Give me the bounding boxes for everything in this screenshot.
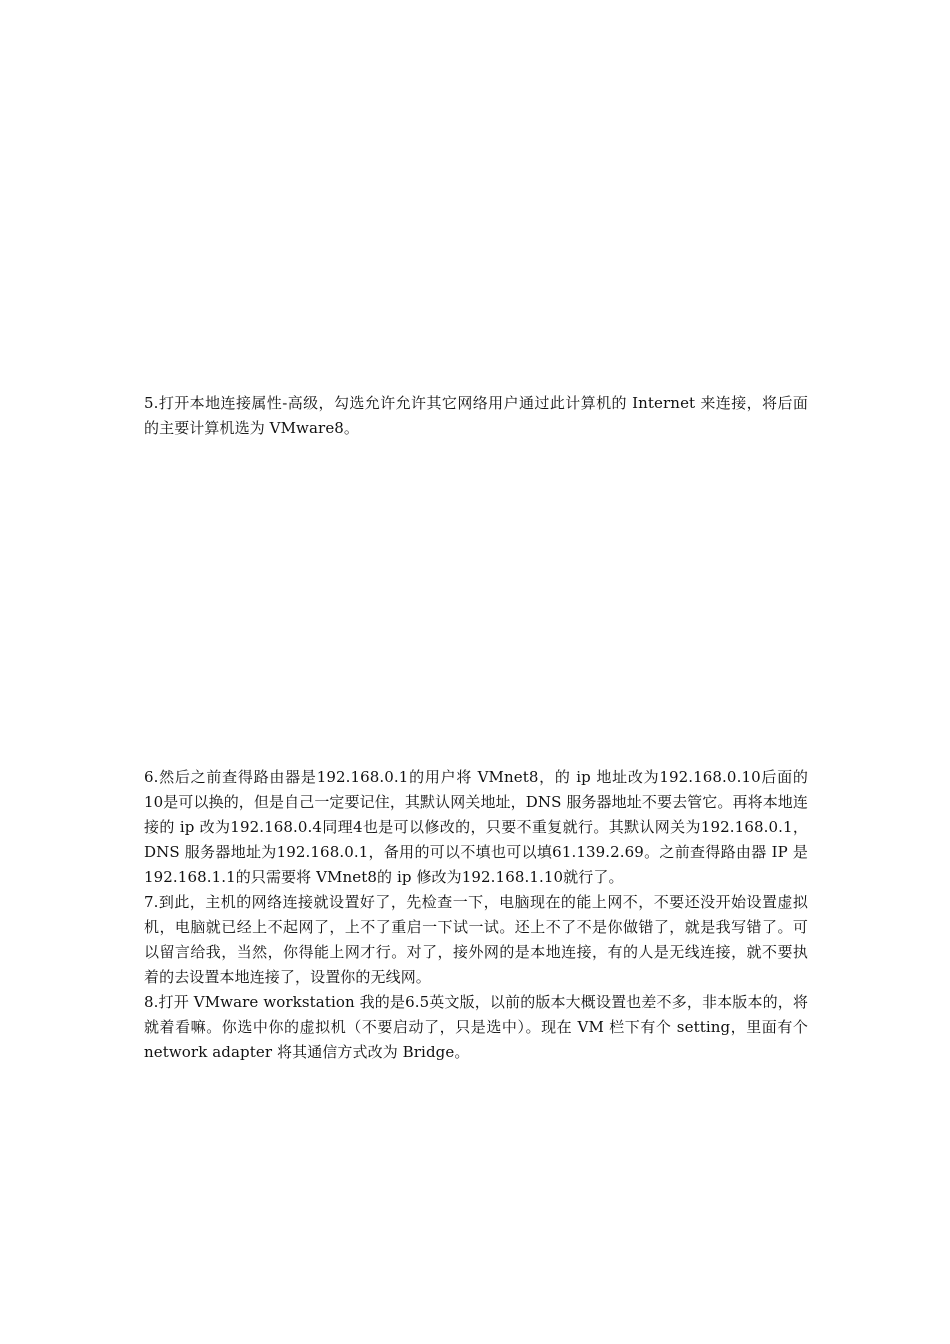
paragraph-step-6: 6.然后之前查得路由器是192.168.0.1的用户将 VMnet8，的 ip 地址改为192.168.0.10后面的10是可以换的，但是自己一定要记住，其默认网关地址，DNS 服务器地址不要去管它。再将本地连接的 ip 改为192.168.0.4同理4也是可以修改的，只要不重复就行。其默认网关为192.168.0.1，DNS 服务器地址为192.168.0.1，备用的可以不填也可以填61.139.2.69。之前查得路由器 IP 是192.168.1.1的只需要将 VMnet8的 ip 修改为192.168.1.10就行了。 — [144, 768, 808, 886]
paragraph-step-7: 7.到此，主机的网络连接就设置好了，先检查一下，电脑现在的能上网不，不要还没开始设置虚拟机，电脑就已经上不起网了，上不了重启一下试一试。还上不了不是你做错了，就是我写错了。可以留言给我，当然，你得能上网才行。对了，接外网的是本地连接，有的人是无线连接，就不要执着的去设置本地连接了，设置你的无线网。 — [144, 893, 808, 986]
paragraph-step-8: 8.打开 VMware workstation 我的是6.5英文版，以前的版本大概设置也差不多，非本版本的，将就着看嘛。你选中你的虚拟机（不要启动了，只是选中）。现在 VM 栏下有个 setting，里面有个 network adapter 将其通信方式改为 Bridge。 — [144, 993, 808, 1061]
paragraph-step-5: 5.打开本地连接属性-高级，勾选允许允许其它网络用户通过此计算机的 Internet 来连接，将后面的主要计算机选为 VMware8。 — [144, 394, 808, 437]
